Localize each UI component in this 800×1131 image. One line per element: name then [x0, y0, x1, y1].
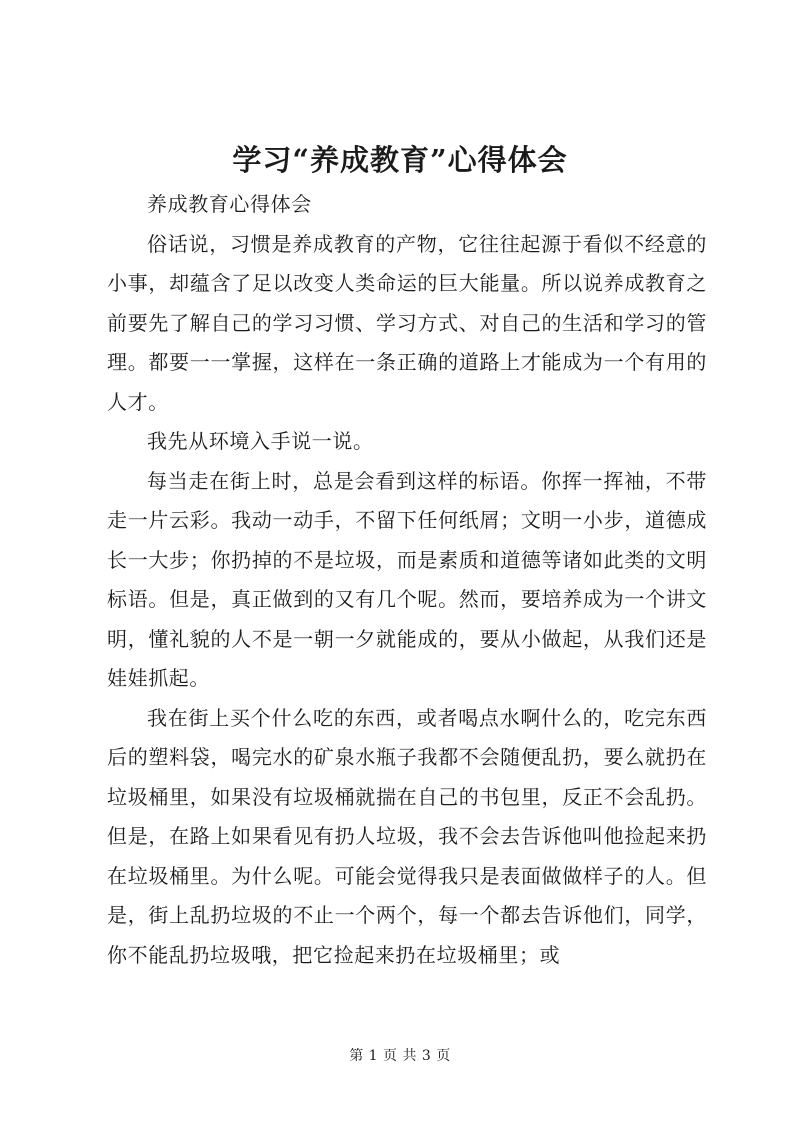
body-paragraph: 俗话说，习惯是养成教育的产物，它往往起源于看似不经意的小事，却蕴含了足以改变人类命运的巨大能量。所以说养成教育之前要先了解自己的学习习惯、学习方式、对自己的生活和学习的管理。都要一一掌握，这样在一条正确的道路上才能成为一个有用的人才。 — [107, 231, 707, 414]
subtitle-paragraph: 养成教育心得体会 — [147, 192, 312, 216]
body-paragraph: 我先从环境入手说一说。 — [147, 429, 374, 453]
document-body — [107, 185, 707, 975]
document-title: 学习“养成教育”心得体会 — [232, 143, 568, 177]
body-paragraph: 我在街上买个什么吃的东西，或者喝点水啊什么的，吃完东西后的塑料袋，喝完水的矿泉水瓶子我都不会随便乱扔，要么就扔在垃圾桶里，如果没有垃圾桶就揣在自己的书包里，反正不会乱扔。但是，在路上如果看见有扔人垃圾，我不会去告诉他叫他捡起来扔在垃圾桶里。为什么呢。可能会觉得我只是表面做做样子的人。但是，街上乱扔垃圾的不止一个两个，每一个都去告诉他们，同学，你不能乱扔垃圾哦，把它捡起来扔在垃圾桶里；或 — [107, 705, 707, 967]
body-paragraph: 每当走在街上时，总是会看到这样的标语。你挥一挥袖，不带走一片云彩。我动一动手，不留下任何纸屑；文明一小步，道德成长一大步；你扔掉的不是垃圾，而是素质和道德等诸如此类的文明标语。但是，真正做到的又有几个呢。然而，要培养成为一个讲文明，懂礼貌的人不是一朝一夕就能成的，要从小做起，从我们还是娃娃抓起。 — [107, 468, 707, 690]
page-footer: 第 1 页 共 3 页 — [349, 1048, 451, 1064]
